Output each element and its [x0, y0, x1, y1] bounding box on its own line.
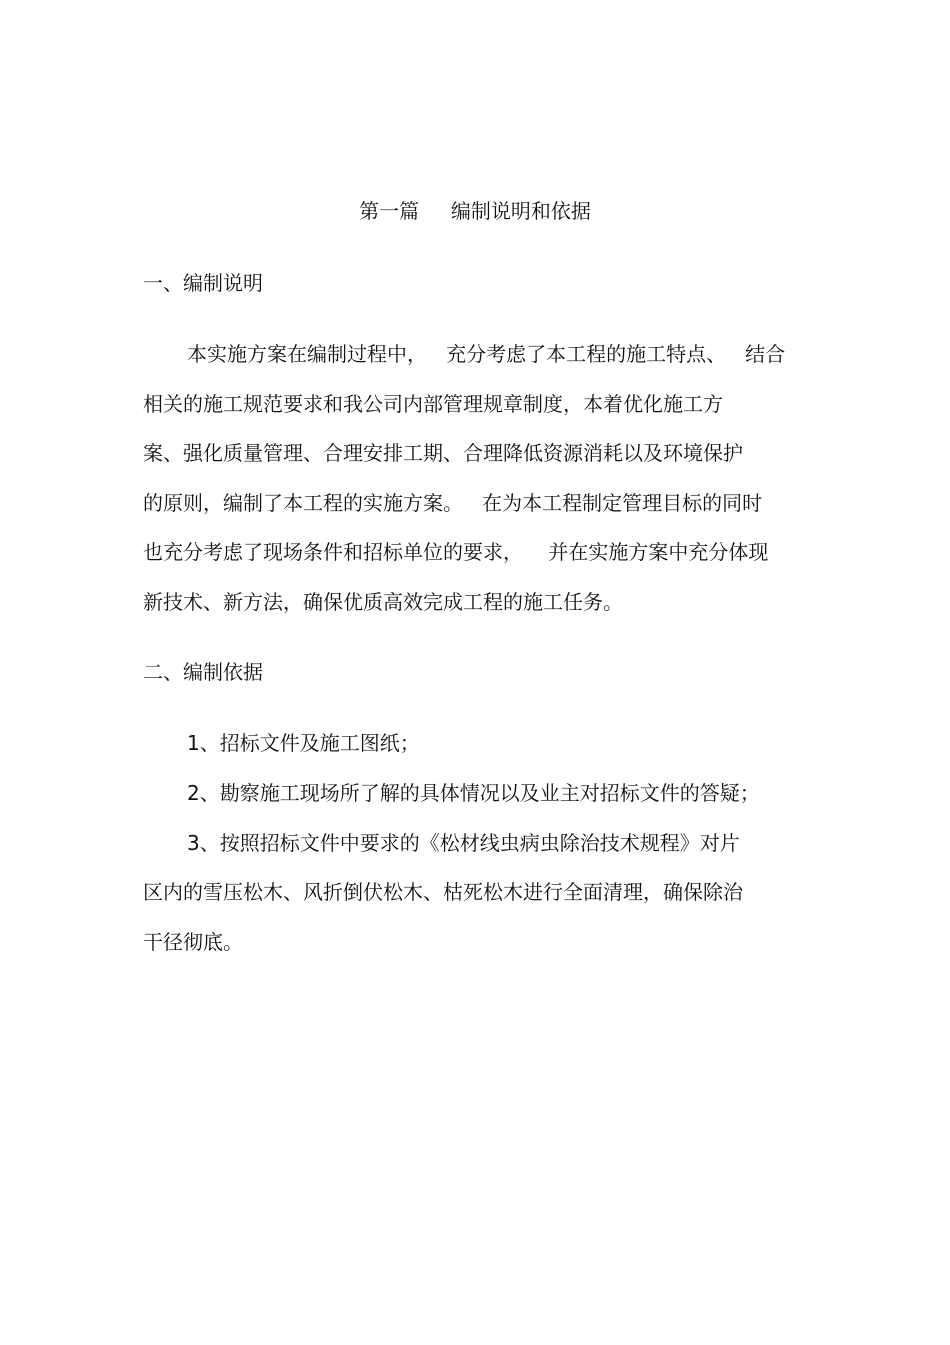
section-heading-1: 一、编制说明 [143, 271, 263, 295]
paragraph-line-6: 新技术、新方法，确保优质高效完成工程的施工任务。 [143, 590, 623, 614]
list-item-3: 3、按照招标文件中要求的《松材线虫病虫除治技术规程》对片 [187, 831, 740, 855]
list-item-1: 1、招标文件及施工图纸； [187, 731, 420, 755]
paragraph-line-3: 案、强化质量管理、合理安排工期、合理降低资源消耗以及环境保护 [143, 441, 743, 465]
paragraph-line-5: 也充分考虑了现场条件和招标单位的要求， 并在实施方案中充分体现 [143, 540, 769, 564]
list-item-3-continuation-1: 区内的雪压松木、风折倒伏松木、枯死松木进行全面清理，确保除治 [143, 880, 743, 904]
list-item-3-continuation-2: 干径彻底。 [143, 930, 243, 954]
list-item-2: 2、勘察施工现场所了解的具体情况以及业主对招标文件的答疑； [187, 781, 760, 805]
section-heading-2: 二、编制依据 [143, 660, 263, 684]
document-title: 第一篇 编制说明和依据 [359, 199, 591, 223]
paragraph-line-4: 的原则，编制了本工程的实施方案。 在为本工程制定管理目标的同时 [143, 491, 763, 515]
paragraph-line-1: 本实施方案在编制过程中， 充分考虑了本工程的施工特点、 结合 [187, 342, 786, 366]
paragraph-line-2: 相关的施工规范要求和我公司内部管理规章制度，本着优化施工方 [143, 392, 723, 416]
